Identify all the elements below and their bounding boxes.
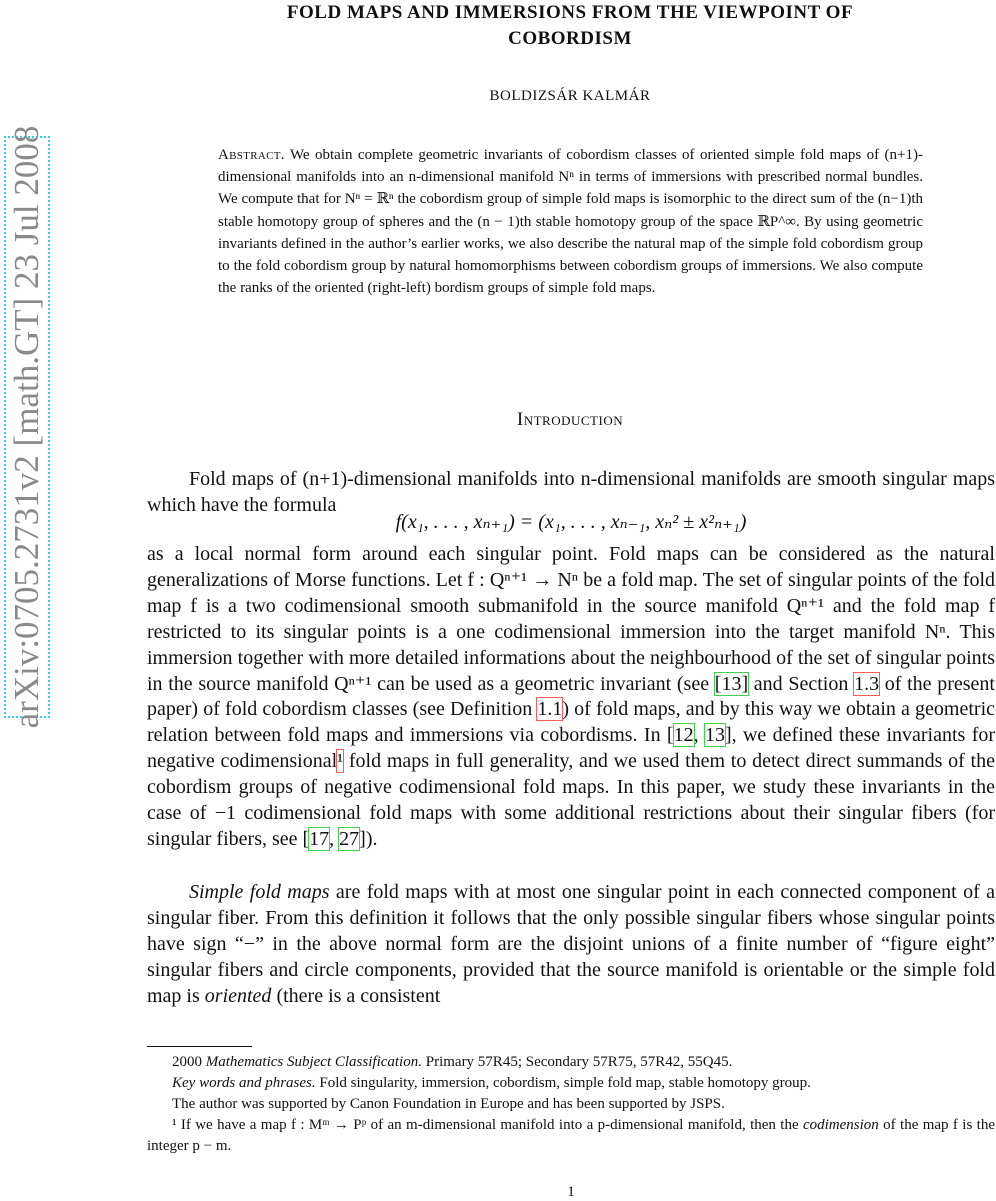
footnote-rule <box>147 1046 252 1047</box>
section-heading-introduction: Introduction <box>516 409 624 430</box>
citation-link[interactable]: 13 <box>704 724 725 747</box>
text-segment: ) of fold maps, and by this way we obtain a geometric relation between fold maps and immersions via cobordisms. In [ <box>147 698 996 747</box>
text-segment: of the present paper) of fold cobordism classes (see Definition <box>147 672 995 721</box>
text-segment: and Section <box>748 672 855 695</box>
citation-link[interactable]: 27 <box>339 827 360 850</box>
cross-reference-link[interactable]: 1.1 <box>537 698 563 721</box>
emphasis-text: Key words and phrases. <box>172 1075 316 1091</box>
text-segment: ¹ If we have a map f : Mᵐ → Pᵖ of an m-dimensional manifold into a p-dimensional manifold, then the <box>172 1117 803 1133</box>
abstract-text: We obtain complete geometric invariants of cobordism classes of oriented simple fold maps of (n+1)-dimensional manifolds into an n-dimensional manifold Nⁿ in terms of immersions with prescribed normal bundles. We compute that for Nⁿ = ℝⁿ the cobordism group of simple fold maps is isomorphic to the direct sum of the (n−1)th stable homotopy group of spheres and the (n − 1)th stable homotopy group of the space ℝP^∞. By using geometric invariants defined in the author’s earlier works, we also describe the natural map of the simple fold cobordism group to the fold cobordism group by natural homomorphisms between cobordism groups of immersions. We also compute the ranks of the oriented (right-left) bordism groups of simple fold maps. <box>218 147 923 297</box>
text-segment: fold maps in full generality, and we used them to detect direct summands of the cobordism groups of negative codimensional fold maps. In this paper, we study these invariants in the case of −1 codimensional fold maps with some additional restrictions about their singular fibers (for singular fibers, see [ <box>147 750 995 850</box>
text-segment: The author was supported by Canon Foundation in Europe and has been supported by JSPS. <box>172 1096 725 1112</box>
title-line-1: FOLD MAPS AND IMMERSIONS FROM THE VIEWPOINT OF <box>286 2 854 23</box>
footnotes <box>147 1052 995 1157</box>
intro-paragraph-2 <box>147 880 995 1010</box>
text-segment: (there is a consistent <box>271 984 441 1007</box>
citation-link[interactable]: 12 <box>673 724 694 747</box>
citation-link[interactable]: 17 <box>309 827 330 850</box>
citation-link[interactable]: [13] <box>714 672 749 695</box>
author: BOLDIZSÁR KALMÁR <box>489 88 651 104</box>
text-segment: Fold singularity, immersion, cobordism, simple fold map, stable homotopy group. <box>315 1075 811 1091</box>
text-segment: , <box>693 724 705 747</box>
display-formula: f(x₁, . . . , xₙ₊₁) = (x₁, . . . , xₙ₋₁, xₙ² ± x²ₙ₊₁) <box>395 511 747 533</box>
footnote-msc <box>147 1052 995 1073</box>
arxiv-stamp-text: arXiv:0705.2731v2 [math.GT] 23 Jul 2008 <box>7 125 46 729</box>
text-segment: of the map f is the integer p − m. <box>147 1117 995 1154</box>
text-segment: Primary 57R45; Secondary 57R75, 57R42, 55Q45. <box>421 1054 733 1070</box>
emphasis-text: oriented <box>204 984 272 1007</box>
cross-reference-link[interactable]: ¹ <box>337 750 344 773</box>
cross-reference-link[interactable]: 1.3 <box>854 672 880 695</box>
text-segment: , <box>329 827 340 850</box>
footnote-keywords <box>147 1073 995 1094</box>
text-segment: as a local normal form around each singular point. Fold maps can be considered as the natural generalizations of Morse functions. Let f : Qⁿ⁺¹ → Nⁿ be a fold map. The set of singular points of the fold map f is a two codimensional smooth submanifold in the source manifold Qⁿ⁺¹ and the fold map f restricted to its singular points is a one codimensional immersion into the target manifold Nⁿ. This immersion together with more detailed informations about the neighbourhood of the set of singular points in the source manifold Qⁿ⁺¹ can be used as a geometric invariant (see <box>147 543 995 695</box>
page-number: 1 <box>567 1184 575 1200</box>
footnote-support <box>147 1094 995 1115</box>
emphasis-text: Mathematics Subject Classification. <box>205 1054 422 1070</box>
intro-paragraph-1-cont <box>147 542 995 853</box>
emphasis-text: codimension <box>802 1117 879 1133</box>
abstract <box>218 144 923 299</box>
text-segment: 2000 <box>172 1054 206 1070</box>
emphasis-text: Simple fold maps <box>189 881 330 903</box>
text-segment: ], we defined these invariants for negative codimensional <box>147 724 996 773</box>
text-segment: are fold maps with at most one singular point in each connected component of a singular fiber. From this definition it follows that the only possible singular fibers whose singular points have sign “−” in the above normal form are the disjoint unions of a finite number of “figure eight” singular fibers and circle components, provided that the source manifold is orientable or the simple fold map is <box>147 881 995 1007</box>
abstract-label: Abstract. <box>218 147 285 163</box>
paper-title <box>140 0 996 52</box>
text-segment: Fold maps of (n+1)-dimensional manifolds into n-dimensional manifolds are smooth singular maps which have the formula <box>147 468 995 516</box>
text-segment: ]). <box>359 827 378 850</box>
arxiv-stamp <box>4 125 50 729</box>
title-line-2: COBORDISM <box>508 28 632 49</box>
footnote-1 <box>147 1115 995 1157</box>
